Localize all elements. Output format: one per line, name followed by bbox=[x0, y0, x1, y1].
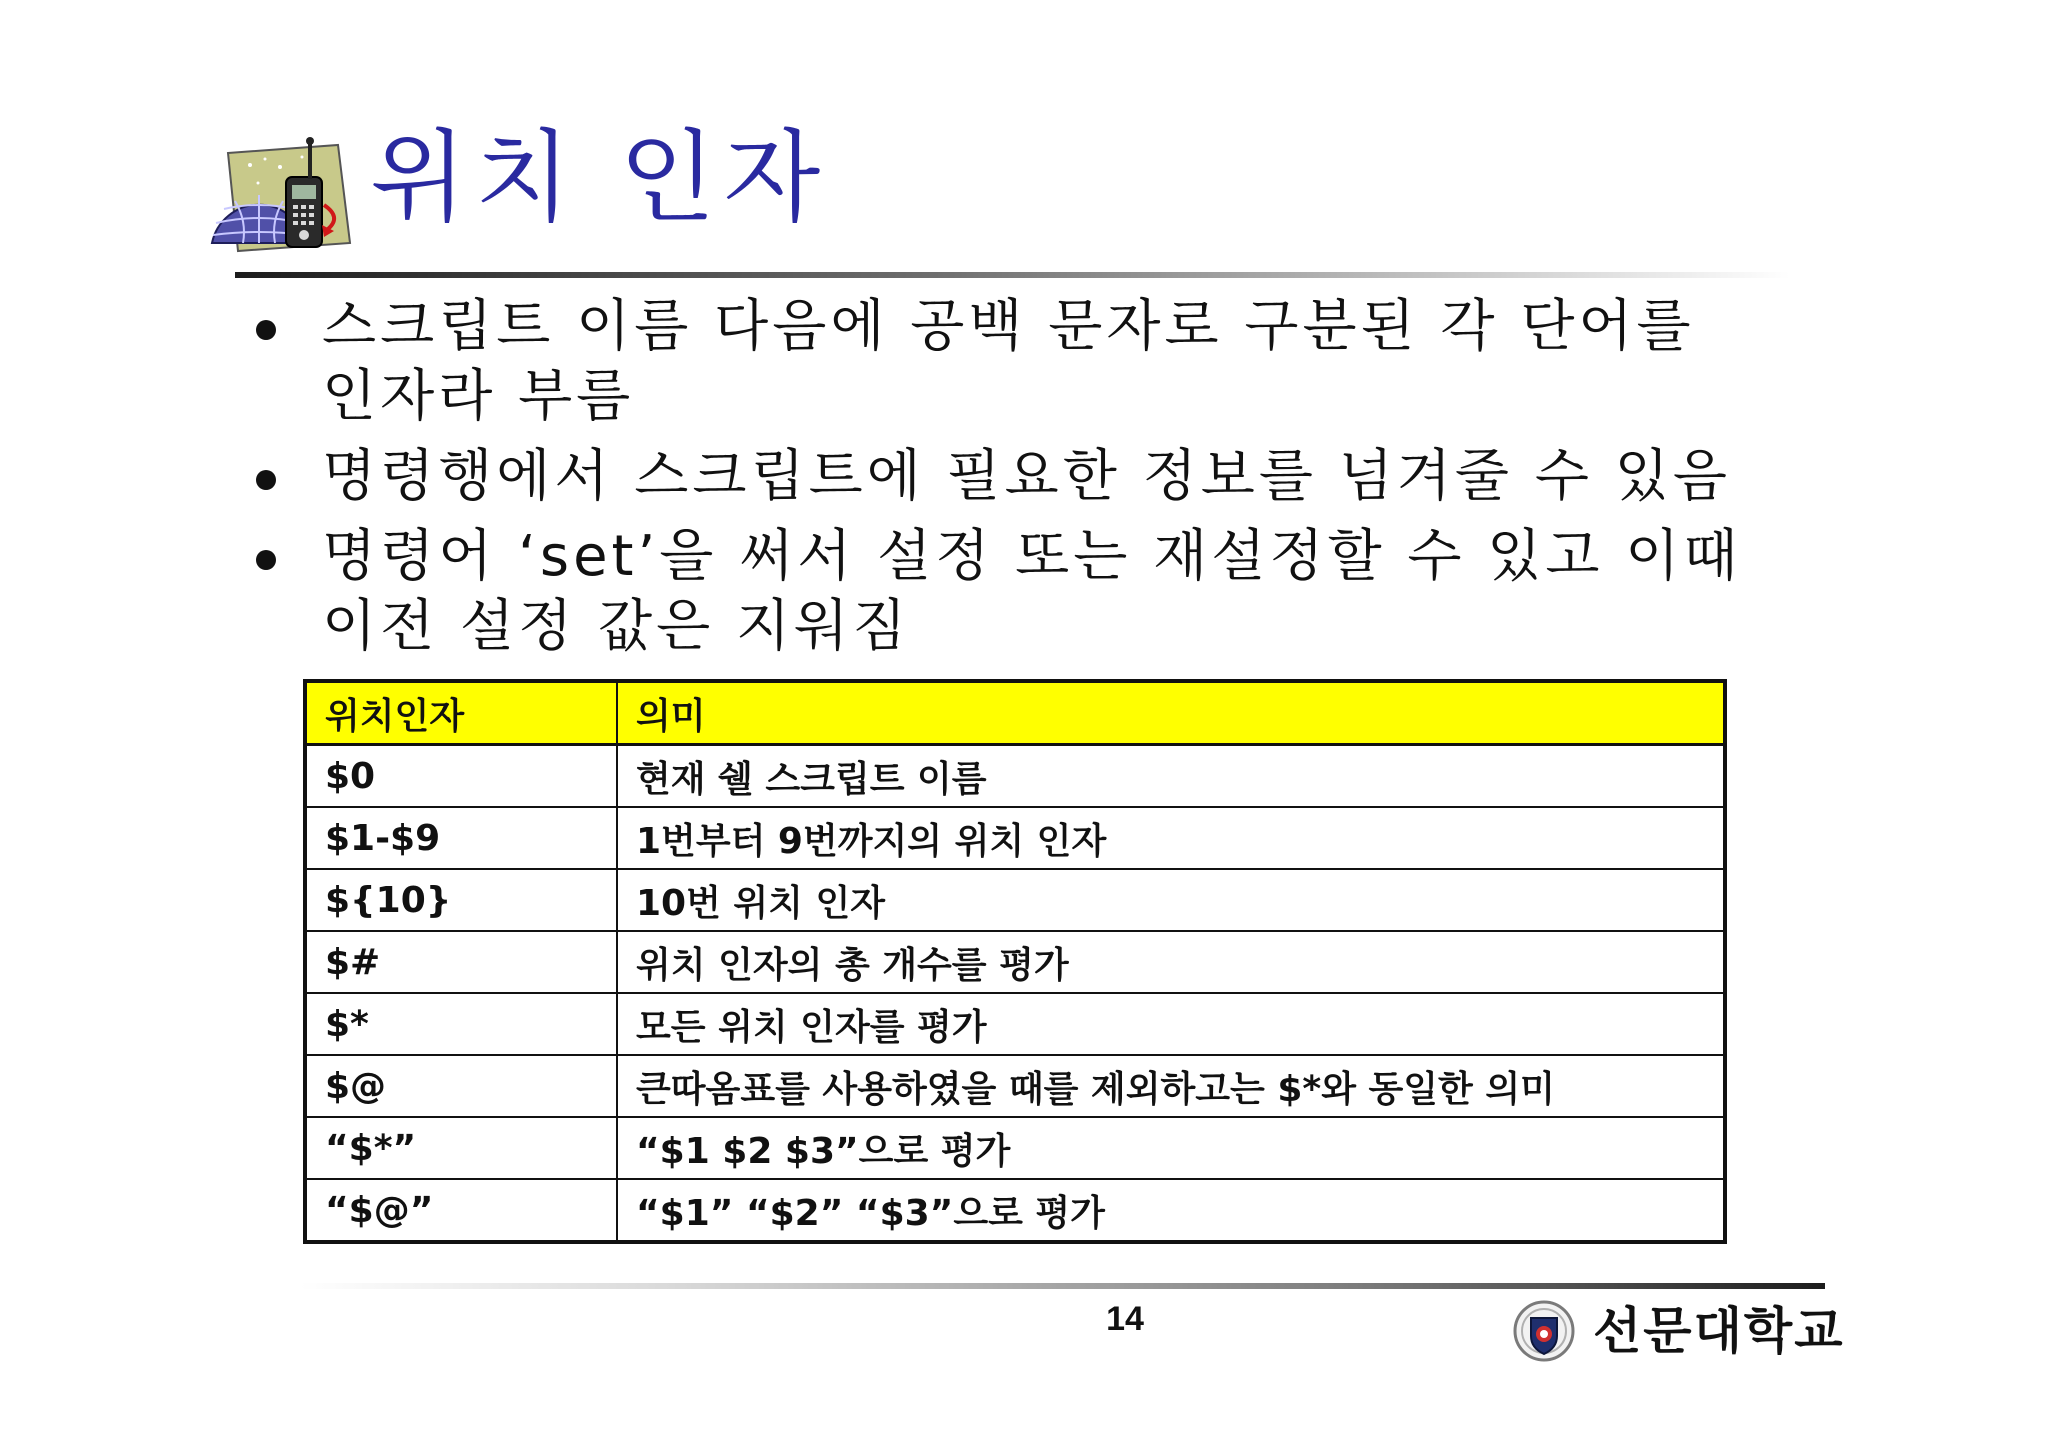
table-header-row bbox=[305, 681, 1725, 745]
parameter-cell: “$*” bbox=[305, 1117, 617, 1179]
title-divider bbox=[235, 272, 1790, 278]
table-row bbox=[305, 807, 1725, 869]
parameter-cell: ${10} bbox=[305, 869, 617, 931]
parameter-cell: “$@” bbox=[305, 1179, 617, 1242]
list-item bbox=[250, 522, 1752, 662]
meaning-cell: 현재 쉘 스크립트 이름 bbox=[617, 745, 1725, 808]
parameter-cell: $1-$9 bbox=[305, 807, 617, 869]
table-row bbox=[305, 931, 1725, 993]
bullet-text: 스크립트 이름 다음에 공백 문자로 구분된 각 단어를 인자라 부름 bbox=[322, 294, 1695, 429]
list-item bbox=[250, 442, 1810, 512]
table-row bbox=[305, 745, 1725, 808]
page-title: 위치 인자 bbox=[370, 119, 829, 236]
table-row bbox=[305, 1117, 1725, 1179]
university-emblem-icon bbox=[1513, 1298, 1575, 1364]
list-item bbox=[250, 292, 1752, 432]
parameter-cell: $@ bbox=[305, 1055, 617, 1117]
meaning-cell: 큰따옴표를 사용하였을 때를 제외하고는 $*와 동일한 의미 bbox=[617, 1055, 1725, 1117]
parameter-cell: $# bbox=[305, 931, 617, 993]
footer-divider bbox=[300, 1283, 1825, 1289]
bullet-text: 명령어 ‘set’을 써서 설정 또는 재설정할 수 있고 이때 이전 설정 값은 지워짐 bbox=[322, 524, 1742, 659]
globe-phone-icon bbox=[210, 135, 360, 260]
university-name: 선문대학교 bbox=[1593, 1302, 1845, 1360]
column-header: 위치인자 bbox=[305, 681, 617, 745]
positional-parameter-table bbox=[303, 679, 1727, 1244]
bullet-icon bbox=[256, 470, 276, 490]
meaning-cell: 위치 인자의 총 개수를 평가 bbox=[617, 931, 1725, 993]
table-row bbox=[305, 1179, 1725, 1242]
column-header: 의미 bbox=[617, 681, 1725, 745]
meaning-cell: “$1 $2 $3”으로 평가 bbox=[617, 1117, 1725, 1179]
table-row bbox=[305, 993, 1725, 1055]
meaning-cell: “$1” “$2” “$3”으로 평가 bbox=[617, 1179, 1725, 1242]
bullet-list bbox=[250, 292, 1810, 672]
bullet-icon bbox=[256, 320, 276, 340]
table-row bbox=[305, 1055, 1725, 1117]
page-number: 14 bbox=[1106, 1300, 1144, 1338]
bullet-icon bbox=[256, 550, 276, 570]
meaning-cell: 10번 위치 인자 bbox=[617, 869, 1725, 931]
table-row bbox=[305, 869, 1725, 931]
parameter-cell: $* bbox=[305, 993, 617, 1055]
parameter-cell: $0 bbox=[305, 745, 617, 808]
meaning-cell: 모든 위치 인자를 평가 bbox=[617, 993, 1725, 1055]
meaning-cell: 1번부터 9번까지의 위치 인자 bbox=[617, 807, 1725, 869]
bullet-text: 명령행에서 스크립트에 필요한 정보를 넘겨줄 수 있음 bbox=[322, 444, 1731, 509]
